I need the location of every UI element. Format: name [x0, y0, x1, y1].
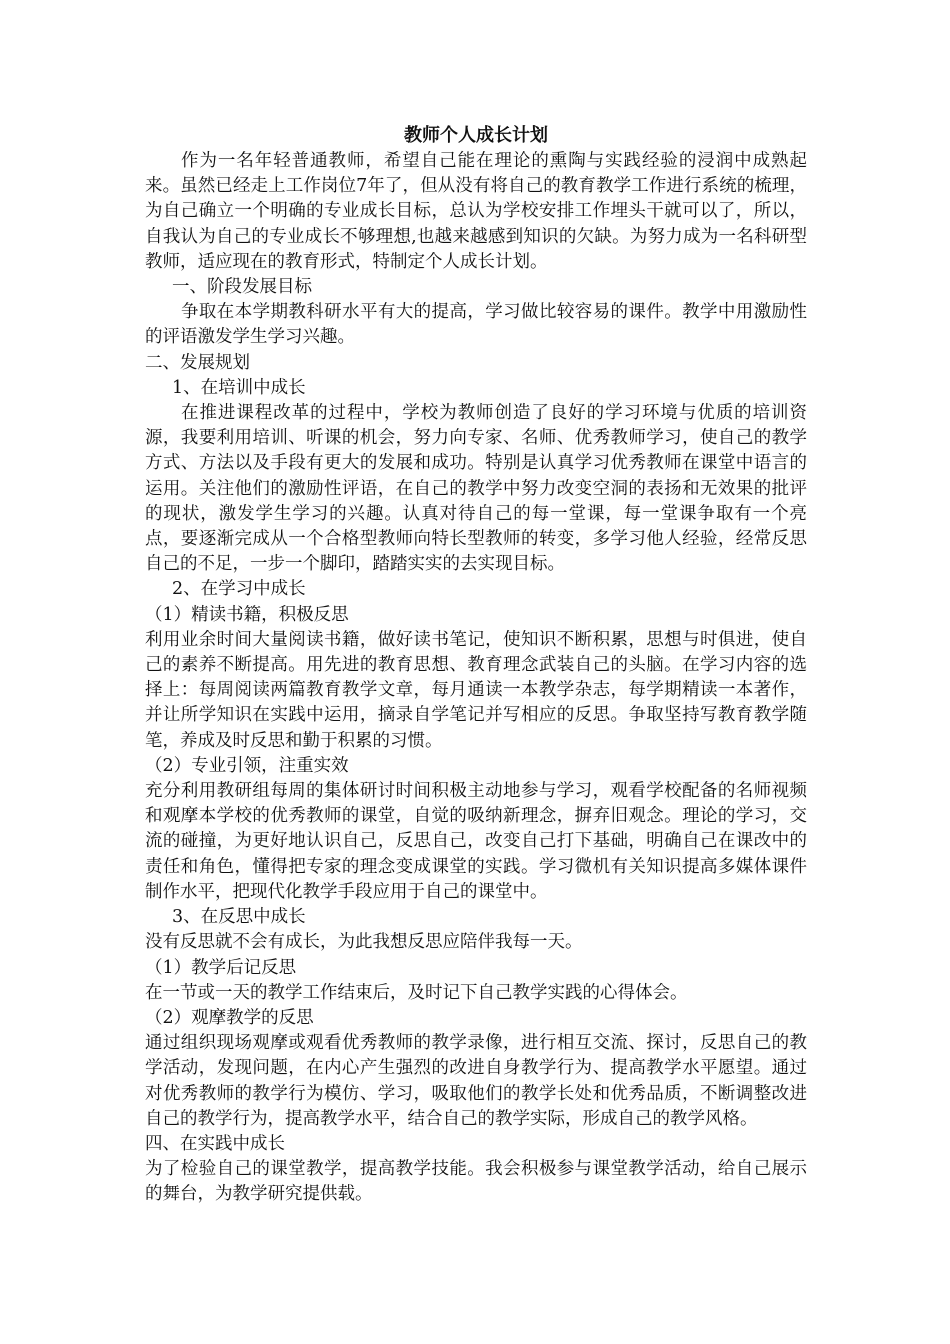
document-page [145, 123, 807, 1208]
item-observation: （2）观摩教学的反思 [145, 1007, 314, 1028]
goals-paragraph: 争取在本学期教科研水平有大的提高，学习做比较容易的课件。教学中用激励性的评语激发学生学习兴趣。 [145, 302, 807, 348]
reflection-intro: 没有反思就不会有成长，为此我想反思应陪伴我每一天。 [145, 932, 583, 953]
observation-paragraph: 通过组织现场观摩或观看优秀教师的教学录像，进行相互交流、探讨，反思自己的教学活动，发现问题，在内心产生强烈的改进自身教学行为、提高教学水平愿望。通过对优秀教师的教学行为模仿、学习，吸取他们的教学长处和优秀品质，不断调整改进自己的教学行为，提高教学水平，结合自己的教学实际，形成自己的教学风格。 [145, 1033, 807, 1129]
section-heading-practice: 四、在实践中成长 [145, 1133, 285, 1154]
section-heading-plan: 二、发展规划 [145, 352, 250, 373]
reading-paragraph: 利用业余时间大量阅读书籍，做好读书笔记，使知识不断积累，思想与时俱进，使自己的素养不断提高。用先进的教育思想、教育理念武装自己的头脑。在学习内容的选择上：每周阅读两篇教育教学文章，每月通读一本教学杂志，每学期精读一本著作，并让所学知识在实践中运用，摘录自学笔记并写相应的反思。争取坚持写教育教学随笔，养成及时反思和勤于积累的习惯。 [145, 629, 807, 751]
section-heading-goals: 一、阶段发展目标 [172, 277, 312, 298]
subheading-reflection: 3、在反思中成长 [172, 907, 306, 928]
subheading-learning: 2、在学习中成长 [172, 579, 306, 600]
training-paragraph: 在推进课程改革的过程中，学校为教师创造了良好的学习环境与优质的培训资源，我要利用培训、听课的机会，努力向专家、名师、优秀教师学习，使自己的教学方式、方法以及手段有更大的发展和成功。特别是认真学习优秀教师在课堂中语言的运用。关注他们的激励性评语，在自己的教学中努力改变空洞的表扬和无效果的批评的现状，激发学生学习的兴趣。认真对待自己的每一堂课，每一堂课争取有一个亮点，要逐渐完成从一个合格型教师向特长型教师的转变，多学习他人经验，经常反思自己的不足，一步一个脚印，踏踏实实的去实现目标。 [145, 403, 807, 575]
item-reading: （1）精读书籍，积极反思 [145, 604, 349, 625]
document-title: 教师个人成长计划 [404, 125, 548, 146]
teaching-notes-paragraph: 在一节或一天的教学工作结束后，及时记下自己教学实践的心得体会。 [145, 982, 688, 1003]
subheading-training: 1、在培训中成长 [172, 377, 306, 398]
item-teaching-notes: （1）教学后记反思 [145, 957, 297, 978]
intro-paragraph: 作为一名年轻普通教师，希望自己能在理论的熏陶与实践经验的浸润中成熟起来。虽然已经走上工作岗位7年了，但从没有将自己的教育教学工作进行系统的梳理，为自己确立一个明确的专业成长目标，总认为学校安排工作埋头干就可以了，所以，自我认为自己的专业成长不够理想,也越来越感到知识的欠缺。为努力成为一名科研型教师，适应现在的教育形式，特制定个人成长计划。 [145, 151, 807, 272]
practice-paragraph: 为了检验自己的课堂教学，提高教学技能。我会积极参与课堂教学活动，给自己展示的舞台，为教学研究提供载。 [145, 1159, 807, 1205]
item-professional-guidance: （2）专业引领，注重实效 [145, 755, 349, 776]
guidance-paragraph: 充分利用教研组每周的集体研讨时间积极主动地参与学习，观看学校配备的名师视频和观摩本学校的优秀教师的课堂，自觉的吸纳新理念，摒弃旧观念。理论的学习，交流的碰撞，为更好地认识自己，反思自己，改变自己打下基础，明确自己在课改中的责任和角色，懂得把专家的理念变成课堂的实践。学习微机有关知识提高多媒体课件制作水平，把现代化教学手段应用于自己的课堂中。 [145, 781, 807, 902]
